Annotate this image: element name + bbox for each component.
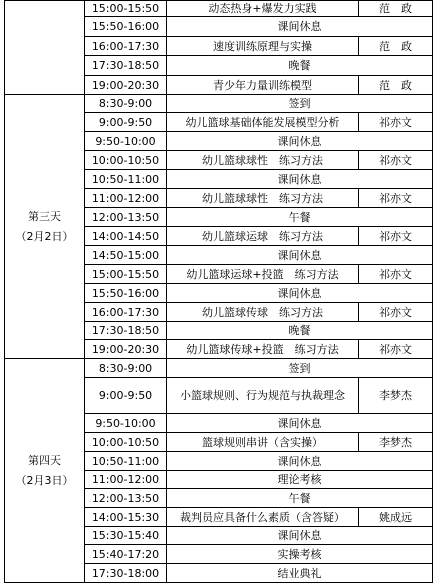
- time-cell: 9:50-10:00: [85, 414, 167, 433]
- speaker-cell: 姚成远: [359, 508, 433, 527]
- activity-cell: 课间休息: [167, 246, 433, 265]
- activity-cell: 课间休息: [167, 452, 433, 471]
- time-cell: 12:00-13:50: [85, 208, 167, 227]
- day-date: （2月3日）: [15, 473, 74, 487]
- activity-cell: 签到: [167, 359, 433, 378]
- activity-cell: 篮球规则串讲（含实操）: [167, 433, 359, 452]
- activity-cell: 动态热身+爆发力实践: [167, 1, 359, 17]
- table-row: [5, 95, 433, 113]
- time-cell: 19:00-20:30: [85, 76, 167, 95]
- time-cell: 10:00-10:50: [85, 151, 167, 170]
- time-cell: 14:00-15:30: [85, 508, 167, 527]
- activity-cell: 裁判员应具备什么素质（含答疑）: [167, 508, 359, 527]
- time-cell: 8:30-9:00: [85, 95, 167, 113]
- speaker-cell: 祁亦文: [359, 265, 433, 284]
- time-cell: 15:00-15:50: [85, 265, 167, 284]
- time-cell: 9:00-9:50: [85, 113, 167, 132]
- time-cell: 16:00-17:30: [85, 303, 167, 322]
- activity-cell: 幼儿篮球运球+投篮 练习方法: [167, 265, 359, 284]
- speaker-cell: 祁亦文: [359, 151, 433, 170]
- table-row: [5, 359, 433, 378]
- activity-cell: 小篮球规则、行为规范与执裁理念: [167, 378, 359, 414]
- activity-cell: 课间休息: [167, 284, 433, 303]
- time-cell: 17:30-18:00: [85, 564, 167, 583]
- activity-cell: 课间休息: [167, 414, 433, 433]
- time-cell: 14:50-15:00: [85, 246, 167, 265]
- time-cell: 10:50-11:00: [85, 452, 167, 471]
- time-cell: 16:00-17:30: [85, 37, 167, 56]
- day-label: 第四天: [28, 453, 61, 467]
- time-cell: 17:30-18:50: [85, 56, 167, 76]
- time-cell: 11:00-12:00: [85, 189, 167, 208]
- time-cell: 17:30-18:50: [85, 322, 167, 340]
- activity-cell: 课间休息: [167, 17, 433, 37]
- speaker-cell: 祁亦文: [359, 113, 433, 132]
- speaker-cell: 李梦杰: [359, 433, 433, 452]
- activity-cell: 课间休息: [167, 170, 433, 189]
- speaker-cell: 李梦杰: [359, 378, 433, 414]
- speaker-cell: 范 政: [359, 1, 433, 17]
- activity-cell: 幼儿篮球球性 练习方法: [167, 189, 359, 208]
- time-cell: 8:30-9:00: [85, 359, 167, 378]
- activity-cell: 午餐: [167, 208, 433, 227]
- day-cell: [5, 95, 85, 359]
- activity-cell: 幼儿篮球传球+投篮 练习方法: [167, 340, 359, 359]
- activity-cell: 晚餐: [167, 322, 433, 340]
- day-cell: [5, 359, 85, 583]
- activity-cell: 速度训练原理与实操: [167, 37, 359, 56]
- day-date: （2月2日）: [15, 229, 74, 243]
- time-cell: 9:50-10:00: [85, 132, 167, 151]
- table-row: [5, 1, 433, 17]
- activity-cell: 结业典礼: [167, 564, 433, 583]
- time-cell: 14:00-14:50: [85, 227, 167, 246]
- activity-cell: 晚餐: [167, 56, 433, 76]
- time-cell: 15:50-16:00: [85, 17, 167, 37]
- activity-cell: 签到: [167, 95, 433, 113]
- speaker-cell: 祁亦文: [359, 340, 433, 359]
- schedule-table: [4, 0, 433, 583]
- time-cell: 15:00-15:50: [85, 1, 167, 17]
- activity-cell: 课间休息: [167, 132, 433, 151]
- speaker-cell: 范 政: [359, 76, 433, 95]
- activity-cell: 幼儿篮球传球 练习方法: [167, 303, 359, 322]
- time-cell: 12:00-13:50: [85, 489, 167, 508]
- activity-cell: 理论考核: [167, 471, 433, 489]
- speaker-cell: 祁亦文: [359, 189, 433, 208]
- speaker-cell: 祁亦文: [359, 303, 433, 322]
- activity-cell: 青少年力量训练模型: [167, 76, 359, 95]
- time-cell: 11:00-12:00: [85, 471, 167, 489]
- activity-cell: 幼儿篮球球性 练习方法: [167, 151, 359, 170]
- day-label: 第三天: [28, 209, 61, 223]
- day-cell: [5, 1, 85, 95]
- speaker-cell: 祁亦文: [359, 227, 433, 246]
- activity-cell: 午餐: [167, 489, 433, 508]
- time-cell: 15:50-16:00: [85, 284, 167, 303]
- time-cell: 15:30-15:40: [85, 527, 167, 545]
- activity-cell: 幼儿篮球运球 练习方法: [167, 227, 359, 246]
- time-cell: 10:00-10:50: [85, 433, 167, 452]
- time-cell: 10:50-11:00: [85, 170, 167, 189]
- time-cell: 19:00-20:30: [85, 340, 167, 359]
- activity-cell: 课间休息: [167, 527, 433, 545]
- speaker-cell: 范 政: [359, 37, 433, 56]
- activity-cell: 幼儿篮球基础体能发展模型分析: [167, 113, 359, 132]
- time-cell: 15:40-17:20: [85, 545, 167, 564]
- time-cell: 9:00-9:50: [85, 378, 167, 414]
- activity-cell: 实操考核: [167, 545, 433, 564]
